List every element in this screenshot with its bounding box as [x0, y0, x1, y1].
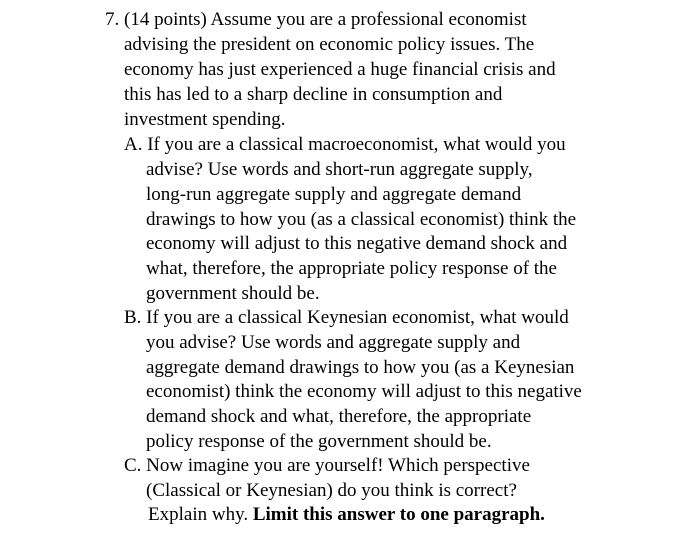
part-b-line-2: you advise? Use words and aggregate supply and — [146, 332, 521, 353]
part-c-line-2: (Classical or Keynesian) do you think is correct? — [146, 480, 517, 501]
part-a-line-6: what, therefore, the appropriate policy response of the — [146, 258, 557, 279]
question-line-5: investment spending. — [124, 109, 286, 130]
question-line-1: 7. (14 points) Assume you are a professional economist — [105, 9, 527, 30]
part-a-line-3: long-run aggregate supply and aggregate demand — [146, 184, 522, 205]
question-line-3: economy has just experienced a huge financial crisis and — [124, 59, 556, 80]
part-b-line-5: demand shock and what, therefore, the appropriate — [146, 406, 532, 427]
part-a-line-7: government should be. — [146, 283, 320, 304]
part-b-line-6: policy response of the government should be. — [146, 431, 492, 452]
part-a-line-4: drawings to how you (as a classical economist) think the — [146, 209, 577, 230]
part-b-line-1: B. If you are a classical Keynesian economist, what would — [124, 307, 569, 328]
question-line-4: this has led to a sharp decline in consumption and — [124, 84, 503, 105]
part-c-explain-text: Explain why. — [148, 504, 253, 525]
part-c-limit-emphasis: Limit this answer to one paragraph. — [252, 504, 545, 525]
part-b-line-4: economist) think the economy will adjust to this negative — [146, 381, 582, 402]
part-a-line-1: A. If you are a classical macroeconomist, what would you — [124, 134, 566, 155]
part-c-line-1: C. Now imagine you are yourself! Which perspective — [124, 455, 530, 476]
part-a-line-2: advise? Use words and short-run aggregate supply, — [146, 159, 533, 180]
part-c-line-3 — [148, 503, 545, 528]
part-a-line-5: economy will adjust to this negative demand shock and — [146, 233, 568, 254]
question-line-2: advising the president on economic policy issues. The — [124, 34, 535, 55]
part-b-line-3: aggregate demand drawings to how you (as a Keynesian — [146, 357, 575, 378]
